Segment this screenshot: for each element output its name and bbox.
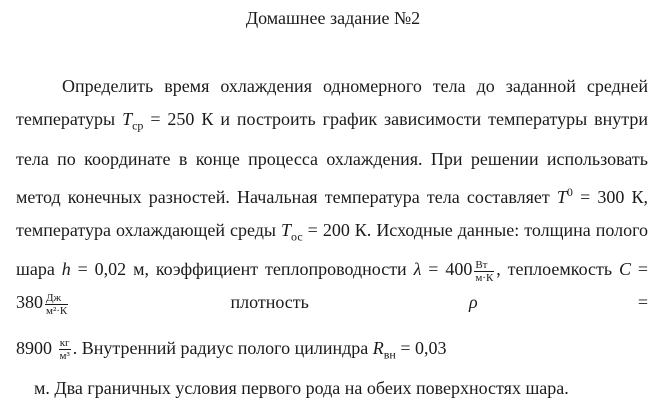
unit-denominator: м·К [475,271,494,284]
problem-paragraph [16,70,648,319]
math-subscript: ос [291,229,303,244]
unit-fraction [474,259,494,284]
text: Исходные данные: толщина полого шара [16,219,649,280]
problem-paragraph-last-line [16,332,648,372]
text: , теплоемкость [496,259,613,280]
unit-numerator: Дж [45,292,68,305]
text: плотность [230,292,309,313]
math-value: = 0,03 [400,338,447,358]
math-value: = 300 К, температура охлаждающей среды [16,186,649,240]
math-value: = 400 [428,259,473,280]
unit-denominator: м²·К [46,304,68,317]
math-value: = 200 К. [307,219,372,240]
math-symbol: ρ [469,292,478,313]
math-symbol: R [372,338,384,358]
text: Определить время охлаждения одномерного тела до заданной средней температуры [16,76,648,129]
unit-fraction [59,337,71,362]
math-symbol: C [619,259,632,280]
closing-line: м. Два граничных условия первого рода на обеих поверхностях шара. [34,378,569,398]
math-symbol: h [61,259,71,280]
math-value: = [637,292,649,313]
unit-numerator: кг [59,337,70,350]
text: м, коэффициент теплопроводности [133,259,407,280]
document-title: Домашнее задание №2 [245,8,421,28]
math-symbol: T [122,109,133,129]
math-subscript: вн [383,347,396,362]
math-symbol: T [281,219,292,240]
text: и построить график зависимости температуры внутри тела по координате в конце процесса охлаждения. При решении использовать метод конечных разностей. Начальная температура тела составляет [16,109,649,207]
math-value: 8900 [16,338,52,358]
unit-denominator: м³ [59,350,70,363]
math-symbol: λ [413,259,422,280]
math-value: = 250 К [150,109,214,129]
math-superscript: 0 [566,184,573,199]
text: . Внутренний радиус полого цилиндра [72,338,369,358]
unit-numerator: Вт [474,259,494,272]
unit-fraction [45,292,68,317]
math-symbol: T [556,186,567,207]
math-subscript: ср [132,118,144,133]
math-value: = 0,02 [77,259,127,280]
math-value: = 380 [16,259,649,313]
